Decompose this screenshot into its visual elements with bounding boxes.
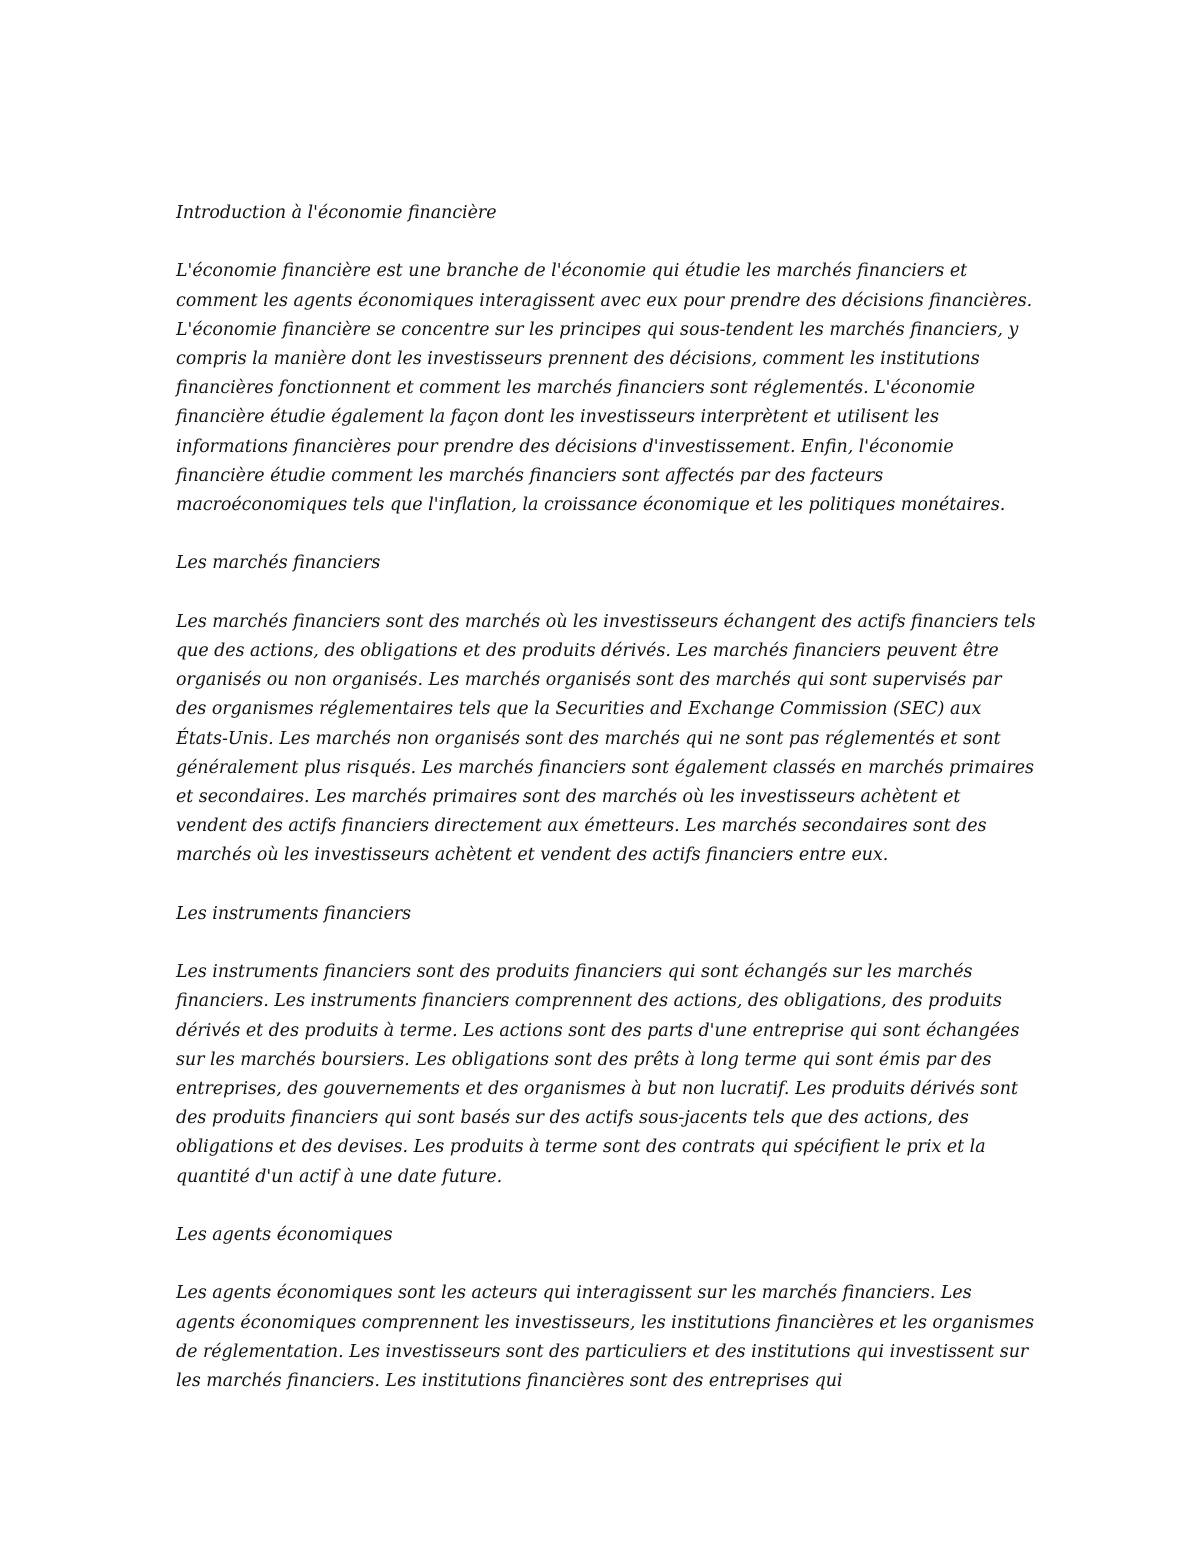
spacer [176,579,1036,608]
section-instruments-financiers [176,900,1036,1221]
document-page [176,199,1036,1396]
section-agents-economiques [176,1221,1036,1396]
section-paragraph: L'économie financière est une branche de l'économie qui étudie les marchés financiers et comment les agents économiques interagissent avec eux pour prendre des décisions financières. L'économie financière se concentre sur les principes qui sous-tendent les marchés financiers, y compris la manière dont les investisseurs prennent des décisions, comment les institutions financières fonctionnent et comment les marchés financiers sont réglementés. L'économie financière étudie également la façon dont les investisseurs interprètent et utilisent les informations financières pour prendre des décisions d'investissement. Enfin, l'économie financière étudie comment les marchés financiers sont affectés par des facteurs macroéconomiques tels que l'inflation, la croissance économique et les politiques monétaires. [176,261,1033,516]
section-heading: Les marchés financiers [176,553,381,574]
section-heading: Les instruments financiers [176,903,412,924]
spacer [176,228,1036,257]
spacer [176,1250,1036,1279]
spacer [176,520,1036,549]
section-marches-financiers [176,549,1036,899]
spacer [176,871,1036,900]
section-paragraph: Les instruments financiers sont des produits financiers qui sont échangés sur les marchés financiers. Les instruments financiers comprennent des actions, des obligations, des produits dérivés et des produits à terme. Les actions sont des parts d'une entreprise qui sont échangées sur les marchés boursiers. Les obligations sont des prêts à long terme qui sont émis par des entreprises, des gouvernements et des organismes à but non lucratif. Les produits dérivés sont des produits financiers qui sont basés sur des actifs sous-jacents tels que des actions, des obligations et des devises. Les produits à terme sont des contrats qui spécifient le prix et la quantité d'un actif à une date future. [176,962,1020,1187]
section-paragraph: Les marchés financiers sont des marchés où les investisseurs échangent des actifs financiers tels que des actions, des obligations et des produits dérivés. Les marchés financiers peuvent être organisés ou non organisés. Les marchés organisés sont des marchés qui sont supervisés par des organismes réglementaires tels que la Securities and Exchange Commission (SEC) aux États-Unis. Les marchés non organisés sont des marchés qui ne sont pas réglementés et sont généralement plus risqués. Les marchés financiers sont également classés en marchés primaires et secondaires. Les marchés primaires sont des marchés où les investisseurs achètent et vendent des actifs financiers directement aux émetteurs. Les marchés secondaires sont des marchés où les investisseurs achètent et vendent des actifs financiers entre eux. [176,611,1036,866]
spacer [176,1192,1036,1221]
section-paragraph: Les agents économiques sont les acteurs qui interagissent sur les marchés financiers. Les agents économiques comprennent les investisseurs, les institutions financières et les organismes de réglementation. Les investisseurs sont des particuliers et des institutions qui investissent sur les marchés financiers. Les institutions financières sont des entreprises qui [176,1283,1035,1392]
section-heading: Introduction à l'économie financière [176,203,497,223]
section-heading: Les agents économiques [176,1225,393,1246]
spacer [176,929,1036,958]
section-introduction [176,199,1036,549]
